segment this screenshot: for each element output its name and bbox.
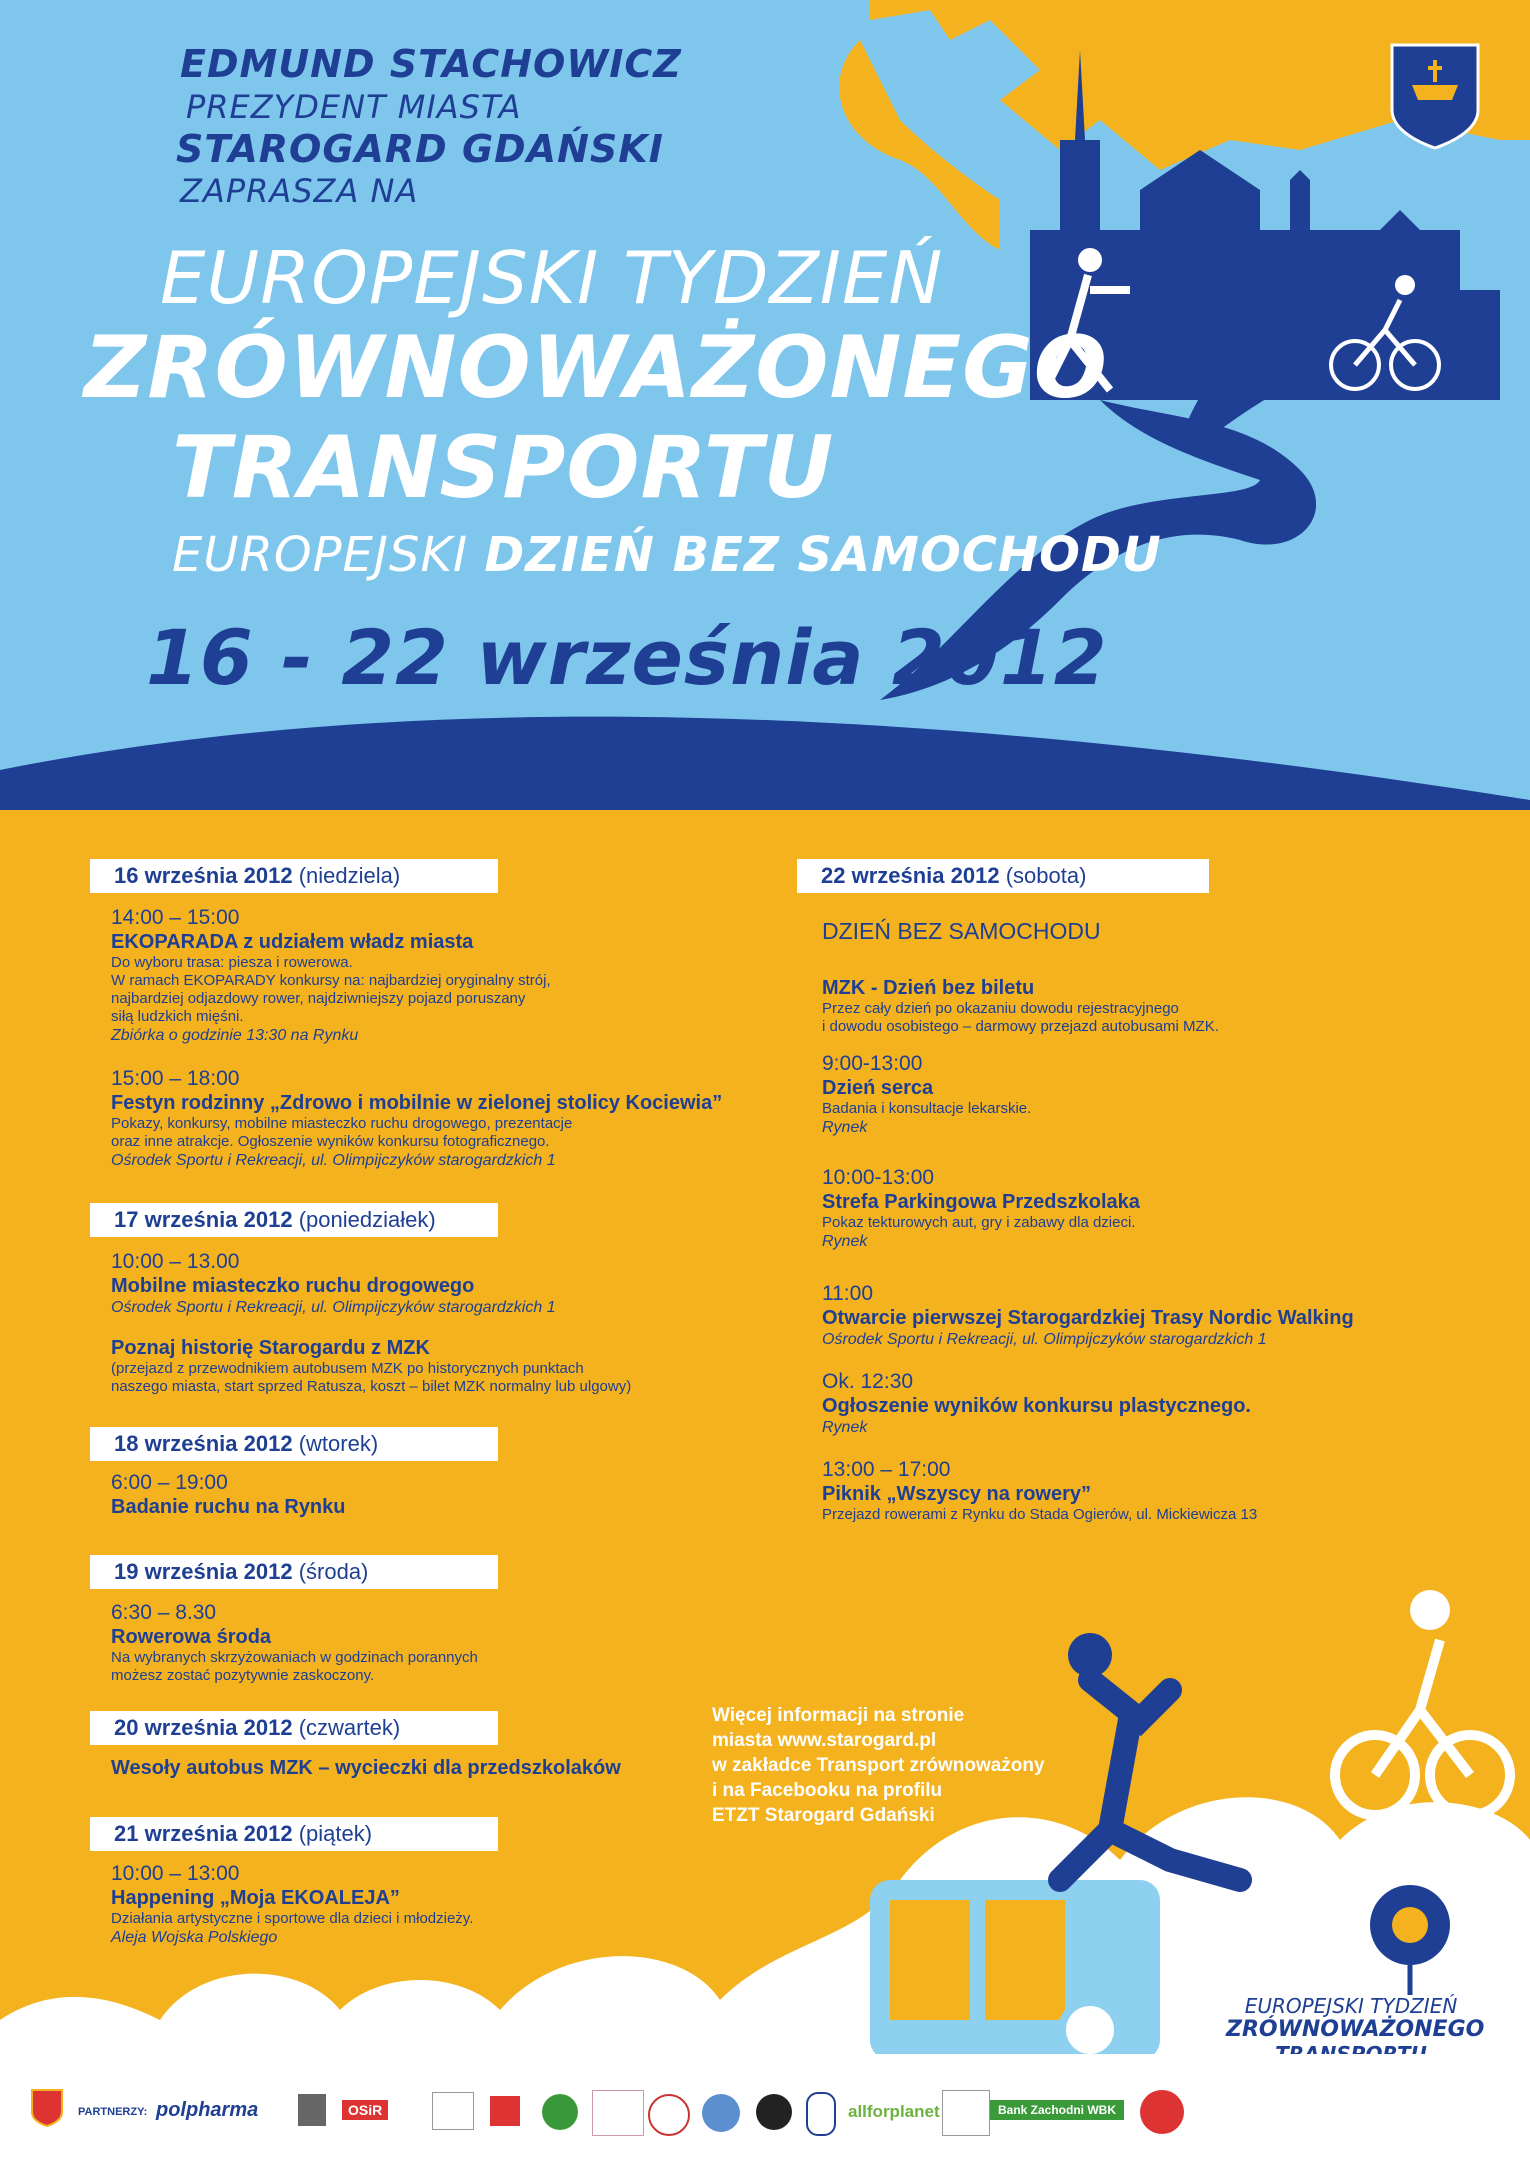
- cyclist-illustration: [1375, 1640, 1470, 1775]
- walker-figure: [1078, 248, 1102, 272]
- event-title: Rowerowa środa: [111, 1626, 272, 1648]
- day-weekday: (poniedziałek): [298, 1207, 436, 1232]
- partner-osir: OSiR: [342, 2100, 388, 2120]
- more-info-text: Więcej informacji na stronie miasta www.starogard.pl w zakładce Transport zrównoważony i na Facebooku na profilu ETZT Starogard Gdański: [712, 1705, 1045, 1826]
- day-weekday: (sobota): [1005, 863, 1087, 888]
- cyclist-figure: [1395, 275, 1415, 295]
- header-banner: [0, 0, 1530, 810]
- event-title: Dzień serca: [822, 1077, 934, 1099]
- event-time: 15:00 – 18:00: [111, 1067, 240, 1090]
- event-item: [822, 1370, 1462, 1438]
- event-location: Ośrodek Sportu i Rekreacji, ul. Olimpijczyków starogardzkich 1: [111, 1299, 556, 1316]
- event-title: Strefa Parkingowa Przedszkolaka: [822, 1191, 1140, 1213]
- event-title: EKOPARADA z udziałem władz miasta: [111, 931, 474, 953]
- partner-logo-icon: [592, 2090, 644, 2136]
- event-time: 11:00: [822, 1282, 873, 1305]
- partner-logo-icon: [432, 2092, 474, 2130]
- partner-logo-icon: [490, 2096, 520, 2126]
- partner-bank: Bank Zachodni WBK: [990, 2100, 1124, 2120]
- partner-logo-icon: [806, 2092, 836, 2136]
- crown-icon: [1412, 85, 1458, 100]
- event-location: Rynek: [822, 1419, 868, 1436]
- logo-line1: EUROPEJSKI TYDZIEŃ: [1244, 1994, 1458, 2018]
- event-desc: Przejazd rowerami z Rynku do Stada Ogierów, ul. Mickiewicza 13: [822, 1506, 1258, 1523]
- event-location: Ośrodek Sportu i Rekreacji, ul. Olimpijczyków starogardzkich 1: [111, 1152, 556, 1169]
- event-title: Happening „Moja EKOALEJA”: [111, 1887, 400, 1909]
- event-item: [822, 1052, 1462, 1138]
- event-desc: Działania artystyczne i sportowe dla dzieci i młodzieży.: [111, 1910, 474, 1927]
- day-weekday: (środa): [298, 1559, 369, 1584]
- title-line4: [172, 527, 1162, 583]
- event-time: 13:00 – 17:00: [822, 1458, 951, 1481]
- event-time: 10:00-13:00: [822, 1166, 935, 1189]
- event-item: [822, 1458, 1462, 1524]
- partner-allforplanet: allforplanet: [848, 2102, 940, 2121]
- cyclist-head: [1410, 1590, 1450, 1630]
- event-desc: Na wybranych skrzyżowaniach w godzinach porannych możesz zostać pozytywnie zaskoczony.: [111, 1649, 478, 1684]
- partner-crest-icon: [298, 2094, 326, 2126]
- day-date: 19 września 2012: [114, 1559, 293, 1584]
- partners-label: PARTNERZY:: [78, 2106, 148, 2118]
- event-desc: Przez cały dzień po okazaniu dowodu rejestracyjnego i dowodu osobistego – darmowy przejazd autobusami MZK.: [822, 1000, 1219, 1035]
- event-title: Badanie ruchu na Rynku: [111, 1496, 346, 1518]
- event-title: Piknik „Wszyscy na rowery”: [822, 1483, 1092, 1505]
- partner-logo-icon: [648, 2094, 690, 2136]
- event-item: [111, 1471, 751, 1519]
- event-desc: Pokazy, konkursy, mobilne miasteczko ruchu drogowego, prezentacje oraz inne atrakcje. Ogłoszenie wyników konkursu fotograficznego.: [111, 1115, 573, 1150]
- bus-window: [985, 1900, 1065, 2020]
- partner-polpharma: polpharma: [156, 2099, 259, 2121]
- event-desc: Badania i konsultacje lekarskie.: [822, 1100, 1032, 1117]
- event-item: [111, 906, 751, 1046]
- logo-line2: ZRÓWNOWAŻONEGO: [1226, 2017, 1485, 2042]
- day-header: [797, 859, 1209, 893]
- event-title: Wesoły autobus MZK – wycieczki dla przedszkolaków: [111, 1757, 621, 1779]
- partner-logo-icon: [702, 2094, 740, 2132]
- date-range: 16 - 22 września 2012: [146, 613, 1108, 702]
- partner-logo-icon: [1140, 2090, 1184, 2134]
- city-name: STAROGARD GDAŃSKI: [176, 127, 664, 171]
- day-header: [90, 1427, 498, 1461]
- title-line1: EUROPEJSKI TYDZIEŃ: [160, 236, 944, 320]
- footer-partners: [0, 2054, 1530, 2163]
- event-time: 14:00 – 15:00: [111, 906, 240, 929]
- event-item: [111, 1250, 751, 1318]
- event-time: 10:00 – 13:00: [111, 1862, 240, 1885]
- day-weekday: (niedziela): [298, 863, 401, 888]
- day-date: 20 września 2012: [114, 1715, 293, 1740]
- event-desc: Pokaz tekturowych aut, gry i zabawy dla dzieci.: [822, 1214, 1136, 1231]
- day-date: 17 września 2012: [114, 1207, 293, 1232]
- event-location: Ośrodek Sportu i Rekreacji, ul. Olimpijczyków starogardzkich 1: [822, 1331, 1267, 1348]
- event-desc: Do wyboru trasa: piesza i rowerowa. W ramach EKOPARADY konkursy na: najbardziej oryginalny strój, najbardziej odjazdowy rower, najdziwniejszy pojazd poruszany siłą ludzkich mięśni.: [111, 954, 551, 1025]
- event-time: 6:00 – 19:00: [111, 1471, 228, 1494]
- partner-logo-icon: [542, 2094, 578, 2130]
- event-location: Zbiórka o godzinie 13:30 na Rynku: [111, 1027, 359, 1044]
- day-header: [90, 859, 498, 893]
- day-date: 16 września 2012: [114, 863, 293, 888]
- title-line3: TRANSPORTU: [172, 418, 835, 518]
- city-crest-icon: [30, 2088, 64, 2128]
- title-line2: ZRÓWNOWAŻONEGO: [84, 318, 1108, 418]
- event-title: Otwarcie pierwszej Starogardzkiej Trasy Nordic Walking: [822, 1307, 1354, 1329]
- event-time: 10:00 – 13.00: [111, 1250, 240, 1273]
- invite-text: ZAPRASZA NA: [180, 172, 419, 210]
- event-title: Poznaj historię Starogardu z MZK: [111, 1337, 430, 1359]
- title-line4-bold: DZIEŃ BEZ SAMOCHODU: [484, 527, 1162, 583]
- day-weekday: (czwartek): [298, 1715, 401, 1740]
- day-weekday: (piątek): [298, 1821, 373, 1846]
- event-desc: (przejazd z przewodnikiem autobusem MZK po historycznych punktach naszego miasta, start sprzed Ratusza, koszt – bilet MZK normalny lub ulgowy): [111, 1360, 632, 1395]
- event-location: Aleja Wojska Polskiego: [111, 1929, 278, 1946]
- bus-window: [890, 1900, 970, 2020]
- day-weekday: (wtorek): [298, 1431, 379, 1456]
- event-item: [111, 1336, 771, 1396]
- event-title: Ogłoszenie wyników konkursu plastycznego.: [822, 1395, 1251, 1417]
- organizer-name: EDMUND STACHOWICZ: [180, 42, 682, 86]
- title-line4-prefix: EUROPEJSKI: [172, 527, 485, 583]
- orange-swirl: [839, 40, 1000, 250]
- event-time: Ok. 12:30: [822, 1370, 914, 1393]
- event-location: Rynek: [822, 1119, 868, 1136]
- event-title: Festyn rodzinny „Zdrowo i mobilnie w zielonej stolicy Kociewia”: [111, 1092, 723, 1114]
- day-date: 22 września 2012: [821, 863, 1000, 888]
- header-wave: [0, 717, 1530, 810]
- organizer-role: PREZYDENT MIASTA: [186, 88, 522, 126]
- day-date: 21 września 2012: [114, 1821, 293, 1846]
- day-subtitle: DZIEŃ BEZ SAMOCHODU: [822, 918, 1101, 944]
- event-item: [822, 1282, 1502, 1350]
- event-item: [822, 1166, 1462, 1252]
- event-time: 9:00-13:00: [822, 1052, 923, 1075]
- event-item: [822, 976, 1462, 1036]
- event-title: Mobilne miasteczko ruchu drogowego: [111, 1275, 475, 1297]
- event-location: Rynek: [822, 1233, 868, 1250]
- partner-logo-icon: [756, 2094, 792, 2130]
- event-item: [111, 1067, 771, 1171]
- partner-logo-icon: [942, 2090, 990, 2136]
- day-header: [90, 1203, 498, 1237]
- event-title: MZK - Dzień bez biletu: [822, 977, 1035, 999]
- flower-logo-icon: [1360, 1880, 1460, 2000]
- event-time: 6:30 – 8.30: [111, 1601, 217, 1624]
- day-date: 18 września 2012: [114, 1431, 293, 1456]
- bus-wheel-icon: [1062, 2002, 1118, 2058]
